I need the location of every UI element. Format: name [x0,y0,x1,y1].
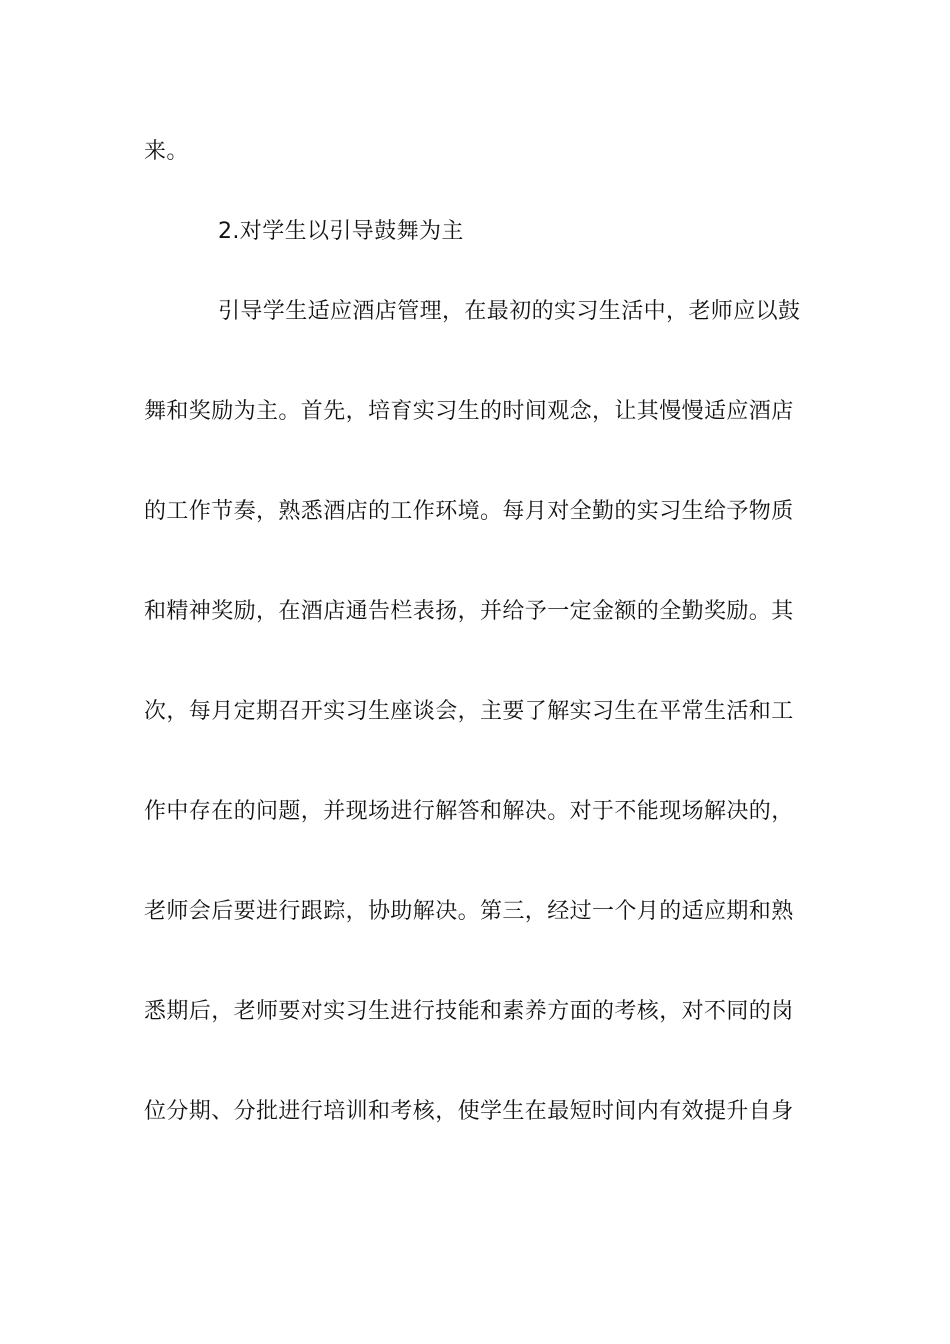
paragraph-line: 悉期后，老师要对实习生进行技能和素养方面的考核，对不同的岗 [144,999,794,1024]
paragraph-line: 的工作节奏，熟悉酒店的工作环境。每月对全勤的实习生给予物质 [144,499,794,524]
paragraph-line: 位分期、分批进行培训和考核，使学生在最短时间内有效提升自身 [144,1099,794,1124]
paragraph-line: 作中存在的问题，并现场进行解答和解决。对于不能现场解决的， [144,799,794,824]
paragraph-line: 和精神奖励，在酒店通告栏表扬，并给予一定金额的全勤奖励。其 [144,599,794,624]
paragraph-line: 老师会后要进行跟踪，协助解决。第三，经过一个月的适应期和熟 [144,899,794,924]
paragraph-line: 来。 [144,139,189,164]
paragraph-line: 舞和奖励为主。首先，培育实习生的时间观念，让其慢慢适应酒店 [144,399,794,424]
paragraph-line: 引导学生适应酒店管理，在最初的实习生活中，老师应以鼓 [218,299,801,324]
paragraph-line: 次，每月定期召开实习生座谈会，主要了解实习生在平常生活和工 [144,699,794,724]
section-heading: 2.对学生以引导鼓舞为主 [218,219,464,244]
